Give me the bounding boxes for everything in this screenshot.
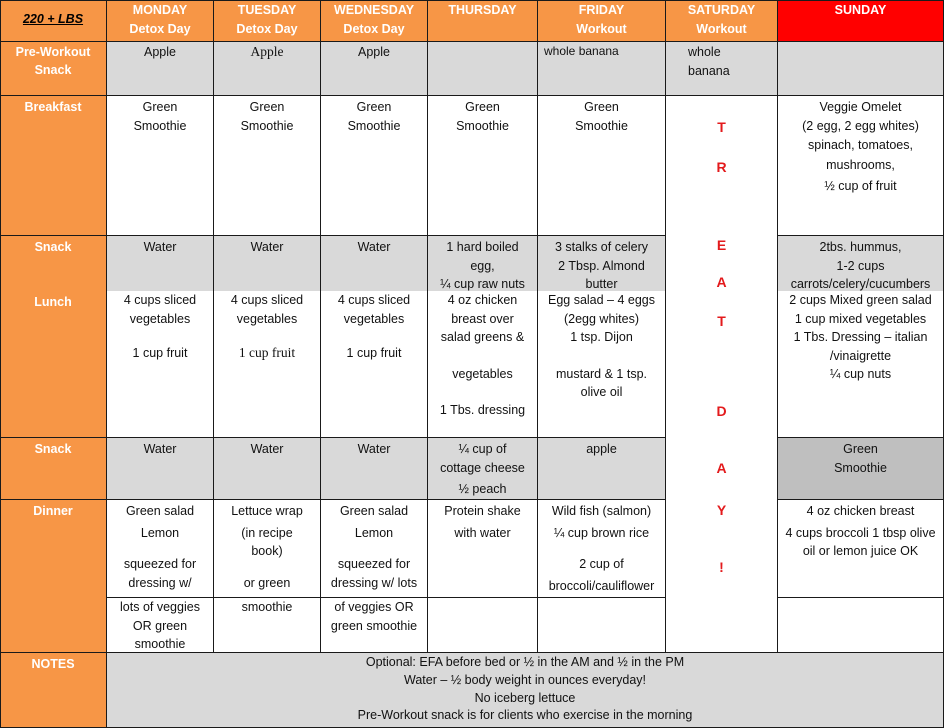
breakfast-sunday (778, 96, 944, 236)
day-subtitle: Detox Day (343, 22, 405, 36)
row-label-line: Snack (34, 442, 72, 456)
pre-workout-sunday (778, 42, 944, 96)
cell-text: 1 hard boiled (446, 240, 519, 254)
dinner-monday-bottom (107, 598, 214, 653)
day-subtitle: Detox Day (129, 22, 191, 36)
dinner-sunday-top (778, 500, 944, 598)
cell-text: Green (843, 442, 878, 456)
treat-letter-d: D (716, 403, 727, 419)
day-name: SATURDAY (687, 3, 756, 17)
cell-text: Wild fish (salmon) (551, 504, 652, 518)
day-name: THURSDAY (448, 3, 517, 17)
breakfast-wednesday (321, 96, 428, 236)
cell-text: carrots/celery/cucumbers (790, 277, 931, 291)
day-header-tuesday (214, 0, 321, 42)
lunch-monday (107, 291, 214, 438)
treat-letter-t: T (717, 119, 726, 135)
snack-morning-thursday (428, 236, 538, 291)
cell-text: oil or lemon juice OK (802, 544, 919, 558)
cell-text: Green salad (125, 504, 195, 518)
cell-text: Lemon (354, 525, 394, 540)
dinner-wednesday-top (321, 500, 428, 598)
row-label-line: Breakfast (24, 100, 82, 114)
cell-text: vegetables (343, 311, 405, 326)
day-name: SUNDAY (834, 3, 887, 17)
snack-morning-monday (107, 236, 214, 291)
saturday-treat-day (666, 96, 778, 653)
dinner-thursday-bottom (428, 598, 538, 653)
cell-text: Green salad (339, 504, 409, 518)
cell-text: Water (143, 442, 177, 456)
cell-text: 1 Tbs. Dressing – italian (793, 330, 928, 344)
cell-text: of veggies OR (334, 600, 414, 614)
cell-text: 2 Tbsp. Almond (558, 258, 645, 273)
breakfast-monday (107, 96, 214, 236)
cell-text: OR green (132, 618, 188, 633)
cell-text: smoothie (134, 637, 186, 651)
cell-text: 2tbs. hummus, (819, 240, 902, 254)
row-label-line: Lunch (34, 295, 72, 309)
dinner-wednesday-bottom (321, 598, 428, 653)
cell-text: Water (357, 442, 391, 456)
cell-text: smoothie (241, 600, 293, 614)
pre-workout-wednesday (321, 42, 428, 96)
cell-text: 4 cups sliced (230, 293, 304, 307)
cell-text: Egg salad – 4 eggs (547, 293, 656, 307)
cell-text: 1 cup fruit (346, 346, 402, 360)
cell-text: Lemon (140, 525, 180, 540)
dinner-sunday-bottom (778, 598, 944, 653)
notes-content (107, 653, 944, 728)
cell-text: ¼ cup raw nuts (440, 277, 525, 291)
day-header-saturday (666, 0, 778, 42)
snack-morning-friday (538, 236, 666, 291)
cell-text: 1-2 cups (836, 258, 885, 273)
cell-text: Veggie Omelet (819, 100, 902, 114)
cell-text: with water (454, 525, 511, 540)
cell-text: Smoothie (456, 118, 509, 133)
row-label-dinner (0, 500, 107, 653)
cell-text: Protein shake (444, 504, 521, 518)
treat-letter-a2: A (716, 460, 727, 476)
dinner-thursday-top (428, 500, 538, 598)
cell-text: Water (250, 240, 284, 254)
cell-text: 1 cup fruit (132, 346, 188, 360)
snack-morning-sunday (778, 236, 944, 291)
row-label-line: Dinner (33, 504, 73, 518)
dinner-friday-top (538, 500, 666, 598)
day-name: WEDNESDAY (333, 3, 415, 17)
cell-text: whole (688, 45, 721, 59)
cell-text: spinach, tomatoes, (808, 138, 913, 152)
snack-morning-tuesday (214, 236, 321, 291)
snack-afternoon-thursday (428, 438, 538, 500)
cell-text: 4 cups broccoli 1 tbsp olive (785, 525, 936, 540)
snack-afternoon-sunday (778, 438, 944, 500)
cell-text: 1 cup fruit (238, 345, 296, 360)
cell-text: ½ cup of fruit (824, 178, 897, 193)
cell-text: Green (142, 100, 178, 114)
cell-text: olive oil (580, 385, 623, 399)
cell-text: 4 oz chicken breast (806, 504, 915, 518)
treat-letter-a: A (716, 274, 727, 290)
row-label-snack-afternoon (0, 438, 107, 500)
cell-text: apple (586, 442, 617, 456)
day-header-friday (538, 0, 666, 42)
cell-text: (in recipe (241, 525, 293, 540)
cell-text: vegetables (236, 311, 298, 326)
cell-text: Lettuce wrap (231, 504, 303, 518)
row-label-notes (0, 653, 107, 728)
snack-afternoon-wednesday (321, 438, 428, 500)
dinner-tuesday-top (214, 500, 321, 598)
cell-text: dressing w/ (128, 575, 192, 590)
pre-workout-thursday (428, 42, 538, 96)
lunch-thursday (428, 291, 538, 438)
cell-text: ½ peach (458, 482, 507, 496)
cell-text: egg, (470, 258, 495, 273)
cell-text: Smoothie (240, 118, 294, 133)
cell-text: Apple (358, 45, 390, 59)
snack-afternoon-friday (538, 438, 666, 500)
day-header-monday (107, 0, 214, 42)
cell-text: whole banana (544, 44, 619, 58)
breakfast-friday (538, 96, 666, 236)
cell-text: ¼ cup of (458, 442, 507, 456)
treat-letter-t2: T (717, 313, 726, 329)
note-water: Water – ½ body weight in ounces everyday! (403, 672, 647, 687)
dinner-friday-bottom (538, 598, 666, 653)
breakfast-tuesday (214, 96, 321, 236)
row-label-line: Snack (34, 240, 72, 254)
pre-workout-monday (107, 42, 214, 96)
plan-title: 220 + LBS (22, 12, 84, 26)
cell-text: Smoothie (347, 118, 401, 133)
day-name: MONDAY (132, 3, 188, 17)
row-label-line: NOTES (31, 657, 75, 671)
cell-text: ¼ cup brown rice (553, 525, 650, 540)
cell-text: Green (584, 100, 619, 114)
cell-text: mustard & 1 tsp. (555, 366, 647, 381)
row-label-pre-workout (0, 42, 107, 96)
cell-text: 1 cup mixed vegetables (794, 311, 927, 326)
cell-text: vegetables (129, 311, 191, 326)
day-name: TUESDAY (237, 3, 297, 17)
cell-text: (2egg whites) (563, 311, 640, 326)
lunch-sunday (778, 291, 944, 438)
treat-letter-e: E (716, 237, 727, 253)
row-label-line: Pre-Workout (15, 45, 91, 59)
cell-text: Green (249, 100, 285, 114)
cell-text: 3 stalks of celery (554, 240, 649, 254)
pre-workout-friday (538, 42, 666, 96)
note-pre-workout: Pre-Workout snack is for clients who exercise in the morning (357, 708, 693, 723)
breakfast-thursday (428, 96, 538, 236)
day-name: FRIDAY (578, 3, 625, 17)
pre-workout-saturday (666, 42, 778, 96)
cell-text: book) (251, 544, 283, 558)
title-cell (0, 0, 107, 42)
cell-text: vegetables (452, 366, 513, 381)
day-subtitle: Detox Day (236, 22, 298, 36)
dinner-tuesday-bottom (214, 598, 321, 653)
cell-text: 4 cups sliced (337, 293, 411, 307)
pre-workout-tuesday (214, 42, 321, 96)
cell-text: Apple (144, 45, 176, 59)
cell-text: butter (585, 277, 618, 291)
cell-text: Green (356, 100, 392, 114)
cell-text: green smoothie (330, 618, 418, 633)
snack-afternoon-monday (107, 438, 214, 500)
lunch-tuesday (214, 291, 321, 438)
note-iceberg: No iceberg lettuce (474, 690, 576, 705)
cell-text: squeezed for (123, 557, 197, 571)
row-label-line: Snack (34, 63, 72, 77)
cell-text: Water (143, 240, 177, 254)
cell-text: 1 tsp. Dijon (570, 330, 633, 344)
cell-text: Water (357, 240, 391, 254)
cell-text: 4 cups sliced (123, 293, 197, 307)
row-label-snack-morning (0, 236, 107, 291)
cell-text: broccoli/cauliflower (548, 578, 655, 593)
day-header-sunday (778, 0, 944, 42)
lunch-wednesday (321, 291, 428, 438)
snack-afternoon-tuesday (214, 438, 321, 500)
cell-text: 4 oz chicken (447, 293, 518, 307)
cell-text: Apple (250, 44, 284, 59)
treat-letter-exclaim: ! (719, 559, 724, 575)
cell-text: Smoothie (133, 118, 187, 133)
cell-text: mushrooms, (826, 158, 895, 172)
note-efa: Optional: EFA before bed or ½ in the AM and ½ in the PM (365, 655, 685, 669)
cell-text: or green (243, 575, 291, 590)
cell-text: breast over (451, 311, 514, 326)
cell-text: banana (688, 63, 730, 78)
cell-text: 2 cup of (579, 557, 624, 571)
cell-text: Green (465, 100, 500, 114)
row-label-lunch (0, 291, 107, 438)
row-label-breakfast (0, 96, 107, 236)
snack-morning-wednesday (321, 236, 428, 291)
treat-letter-r: R (716, 159, 727, 175)
cell-text: cottage cheese (440, 460, 525, 475)
treat-letter-y: Y (716, 502, 727, 518)
cell-text: 1 Tbs. dressing (439, 403, 526, 417)
cell-text: Smoothie (834, 460, 887, 475)
day-header-wednesday (321, 0, 428, 42)
cell-text: salad greens & (440, 330, 525, 344)
cell-text: (2 egg, 2 egg whites) (802, 118, 919, 133)
cell-text: lots of veggies (120, 600, 200, 614)
cell-text: ¼ cup nuts (829, 367, 892, 381)
cell-text: squeezed for (337, 557, 411, 571)
cell-text: /vinaigrette (829, 348, 892, 363)
cell-text: Smoothie (575, 118, 628, 133)
day-subtitle: Workout (696, 22, 747, 36)
day-subtitle: Workout (576, 22, 627, 36)
day-header-thursday (428, 0, 538, 42)
cell-text: dressing w/ lots (330, 575, 418, 590)
cell-text: 2 cups Mixed green salad (789, 293, 932, 307)
dinner-monday-top (107, 500, 214, 598)
lunch-friday (538, 291, 666, 438)
cell-text: Water (250, 442, 284, 456)
